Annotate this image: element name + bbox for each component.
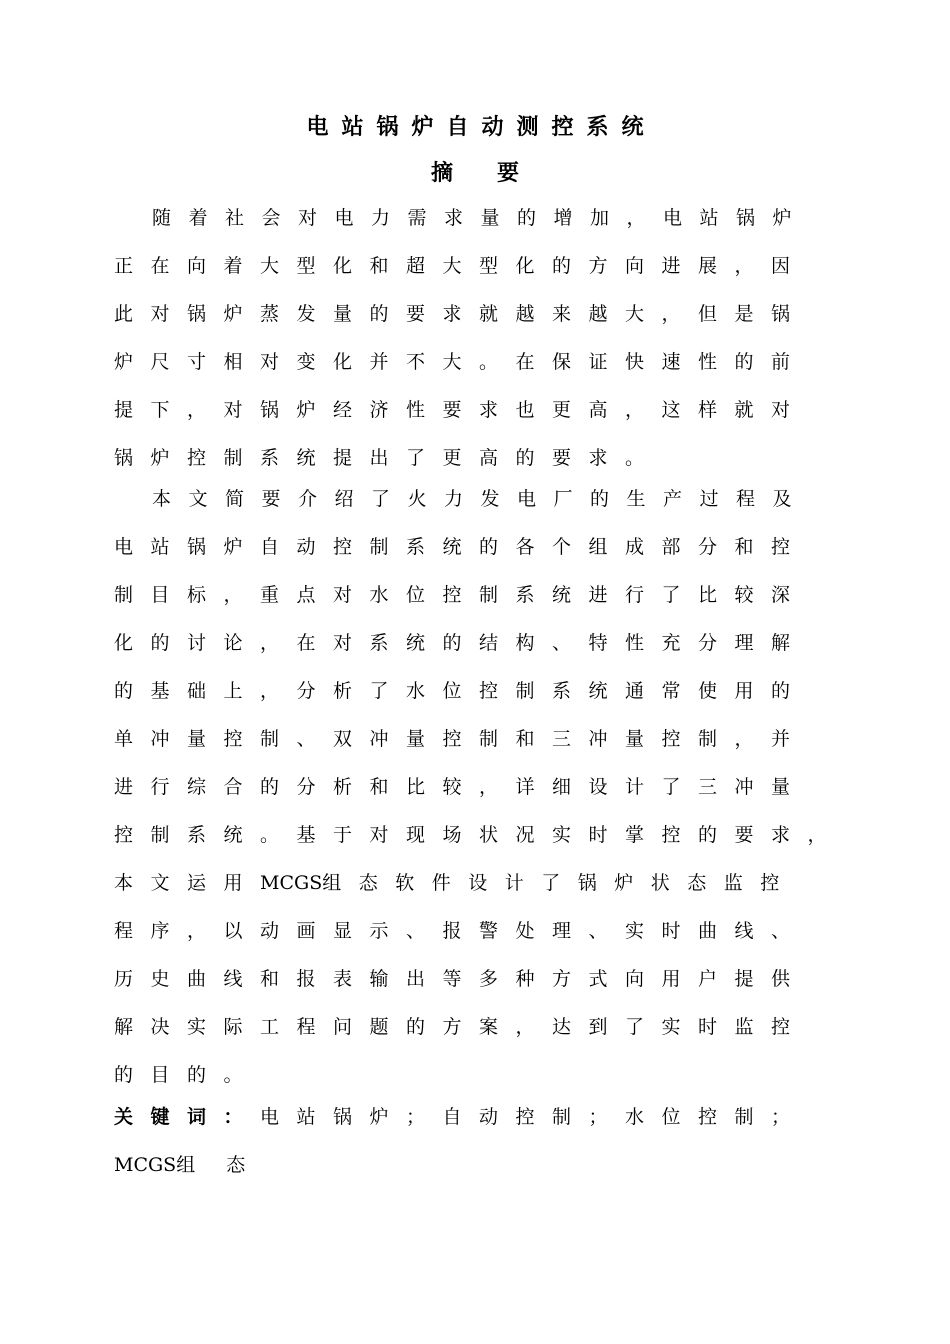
- abstract-line: 此对锅炉蒸发量的要求就越来越大，但是锅: [114, 303, 808, 325]
- line-verb: 运用: [187, 872, 261, 894]
- abstract-line: 锅炉控制系统提出了更高的要求。: [114, 447, 662, 469]
- abstract-line: 随着社会对电力需求量的增加，电站锅炉: [152, 207, 810, 229]
- abstract-line: 单冲量控制、双冲量控制和三冲量控制，并: [114, 728, 808, 750]
- abstract-line-mcgs: [114, 869, 854, 897]
- abstract-line: 进行综合的分析和比较，详细设计了三冲量: [114, 776, 808, 798]
- mcgs-term: MCGS: [260, 872, 323, 894]
- abstract-line: 制目标，重点对水位控制系统进行了比较深: [114, 584, 808, 606]
- abstract-line: 解决实际工程问题的方案，达到了实时监控: [114, 1016, 808, 1038]
- keywords-line: [114, 1103, 854, 1131]
- keywords-text-2: 组 态: [176, 1154, 252, 1176]
- abstract-line: 提下，对锅炉经济性要求也更高，这样就对: [114, 399, 808, 421]
- mcgs-term: MCGS: [114, 1154, 177, 1176]
- abstract-line: 历史曲线和报表输出等多种方式向用户提供: [114, 968, 808, 990]
- keywords-label: 关键词：: [114, 1106, 261, 1128]
- abstract-heading: 摘要: [430, 161, 563, 186]
- abstract-line: 控制系统。基于对现场状况实时掌控的要求，: [114, 824, 845, 846]
- abstract-line: 炉尺寸相对变化并不大。在保证快速性的前: [114, 351, 808, 373]
- keywords-line-2: [114, 1151, 854, 1179]
- abstract-line: 电站锅炉自动控制系统的各个组成部分和控: [114, 536, 808, 558]
- paper-title: 电站锅炉自动测控系统: [306, 115, 657, 140]
- abstract-line: 正在向着大型化和超大型化的方向进展，因: [114, 255, 808, 277]
- abstract-line: 的基础上，分析了水位控制系统通常使用的: [114, 680, 808, 702]
- keywords-text: 电站锅炉；自动控制；水位控制；: [260, 1106, 808, 1128]
- line-prefix: 本文: [114, 872, 188, 894]
- abstract-line: 的目的。: [114, 1064, 261, 1086]
- abstract-line: 化的讨论，在对系统的结构、特性充分理解: [114, 632, 808, 654]
- abstract-line: 本文简要介绍了火力发电厂的生产过程及: [152, 488, 810, 510]
- abstract-line: 程序，以动画显示、报警处理、实时曲线、: [114, 920, 808, 942]
- line-rest: 组态软件设计了锅炉状态监控: [322, 872, 797, 894]
